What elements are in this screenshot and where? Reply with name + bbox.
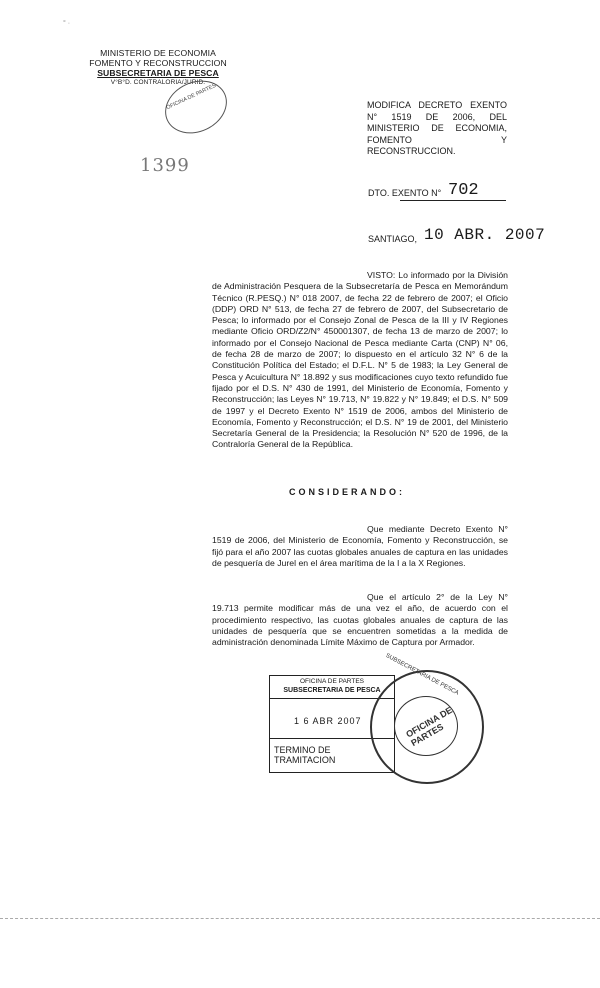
- scan-edge-line: [0, 918, 600, 920]
- small-oval-stamp: OFICINA DE PARTES: [156, 71, 235, 143]
- stamp-divider-1: [270, 698, 394, 699]
- header-line-4: V°B°D. CONTRALORIA/JURID.: [110, 79, 206, 86]
- decree-label: DTO. EXENTO N°: [368, 188, 442, 198]
- decree-title: MODIFICA DECRETO EXENTO N° 1519 DE 2006, DEL MINISTERIO DE ECONOMIA, FOMENTO Y RECONSTRUCCION.: [367, 100, 507, 156]
- decree-number: 702: [448, 181, 479, 200]
- stamp-subsecretaria-label: SUBSECRETARIA DE PESCA: [283, 687, 381, 694]
- seal-ring-text: SUBSECRETARIA DE PESCA: [384, 652, 460, 697]
- considerando-paragraph-1: Que mediante Decreto Exento N° 1519 de 2006, del Ministerio de Economía, Fomento y Reconstrucción, se fijó para el año 2007 las cuotas globales anuales de captura en las unidades de pesquería de Jurel en el área marítima de la I a la X Regiones.: [212, 524, 508, 568]
- header-line-1: MINISTERIO DE ECONOMIA: [100, 48, 216, 58]
- place-label: SANTIAGO,: [368, 234, 418, 244]
- considerando-heading: CONSIDERANDO:: [289, 487, 406, 497]
- decree-underline: [400, 200, 506, 201]
- stamp-status: TERMINO DE TRAMITACION: [274, 745, 336, 765]
- considerando-paragraph-2: Que el artículo 2° de la Ley N° 19.713 permite modificar más de una vez el año, de acuerdo con el procedimiento respectivo, las cuotas globales anuales de captura de las unidades de pesquería que se encuentren sometidas a la medida de administración denominada Límite Máximo de Captura por Armador.: [212, 592, 508, 648]
- stamp-date: 1 6 ABR 2007: [294, 716, 362, 726]
- handwritten-number: 1399: [140, 155, 190, 176]
- seal-center-text: OFICINA DE PARTES: [404, 705, 454, 749]
- scan-mark: ° ·: [63, 20, 71, 27]
- header-line-3: SUBSECRETARIA DE PESCA: [97, 68, 219, 78]
- header-line-2: FOMENTO Y RECONSTRUCCION: [89, 58, 227, 68]
- round-seal: [370, 652, 484, 784]
- stamp-office-label: OFICINA DE PARTES: [299, 678, 365, 685]
- decree-date: 10 ABR. 2007: [424, 226, 546, 244]
- visto-paragraph: VISTO: Lo informado por la División de Administración Pesquera de la Subsecretaría de Pesca en Memorándum Técnico (R.PESQ.) N° 018 2007, de fecha 22 de febrero de 2007; el Oficio (DDP) ORD N° 513, de fecha 27 de febrero de 2007, del Subsecretario de Pesca; lo informado por el Consejo Zonal de Pesca de la III y IV Regiones mediante Oficio ORD/Z2/N° 450001307, de fecha 13 de marzo de 2007; lo informado por el Consejo Nacional de Pesca mediante Carta (CNP) N° 06, de fecha 28 de marzo de 2007; lo dispuesto en el artículo 32 N° 6 de la Constitución Política del Estado; el D.F.L. N° 5 de 1983; la Ley General de Pesca y Acuicultura N° 18.892 y sus modificaciones cuyo texto refundido fue fijado por el D.S. N° 430 de 1991, del Ministerio de Economía, Fomento y Reconstrucción; las Leyes N° 19.713, N° 19.822 y N° 19.849; el D.S. N° 509 de 1997 y el Decreto Exento N° 1519 de 2006, ambos del Ministerio de Economía, Fomento y Reconstrucción; el D.S. N° 19 de 2001, del Ministerio Secretaría General de la Presidencia; la Resolución N° 520 de 1996, de la Contraloría General de la República.: [212, 270, 508, 450]
